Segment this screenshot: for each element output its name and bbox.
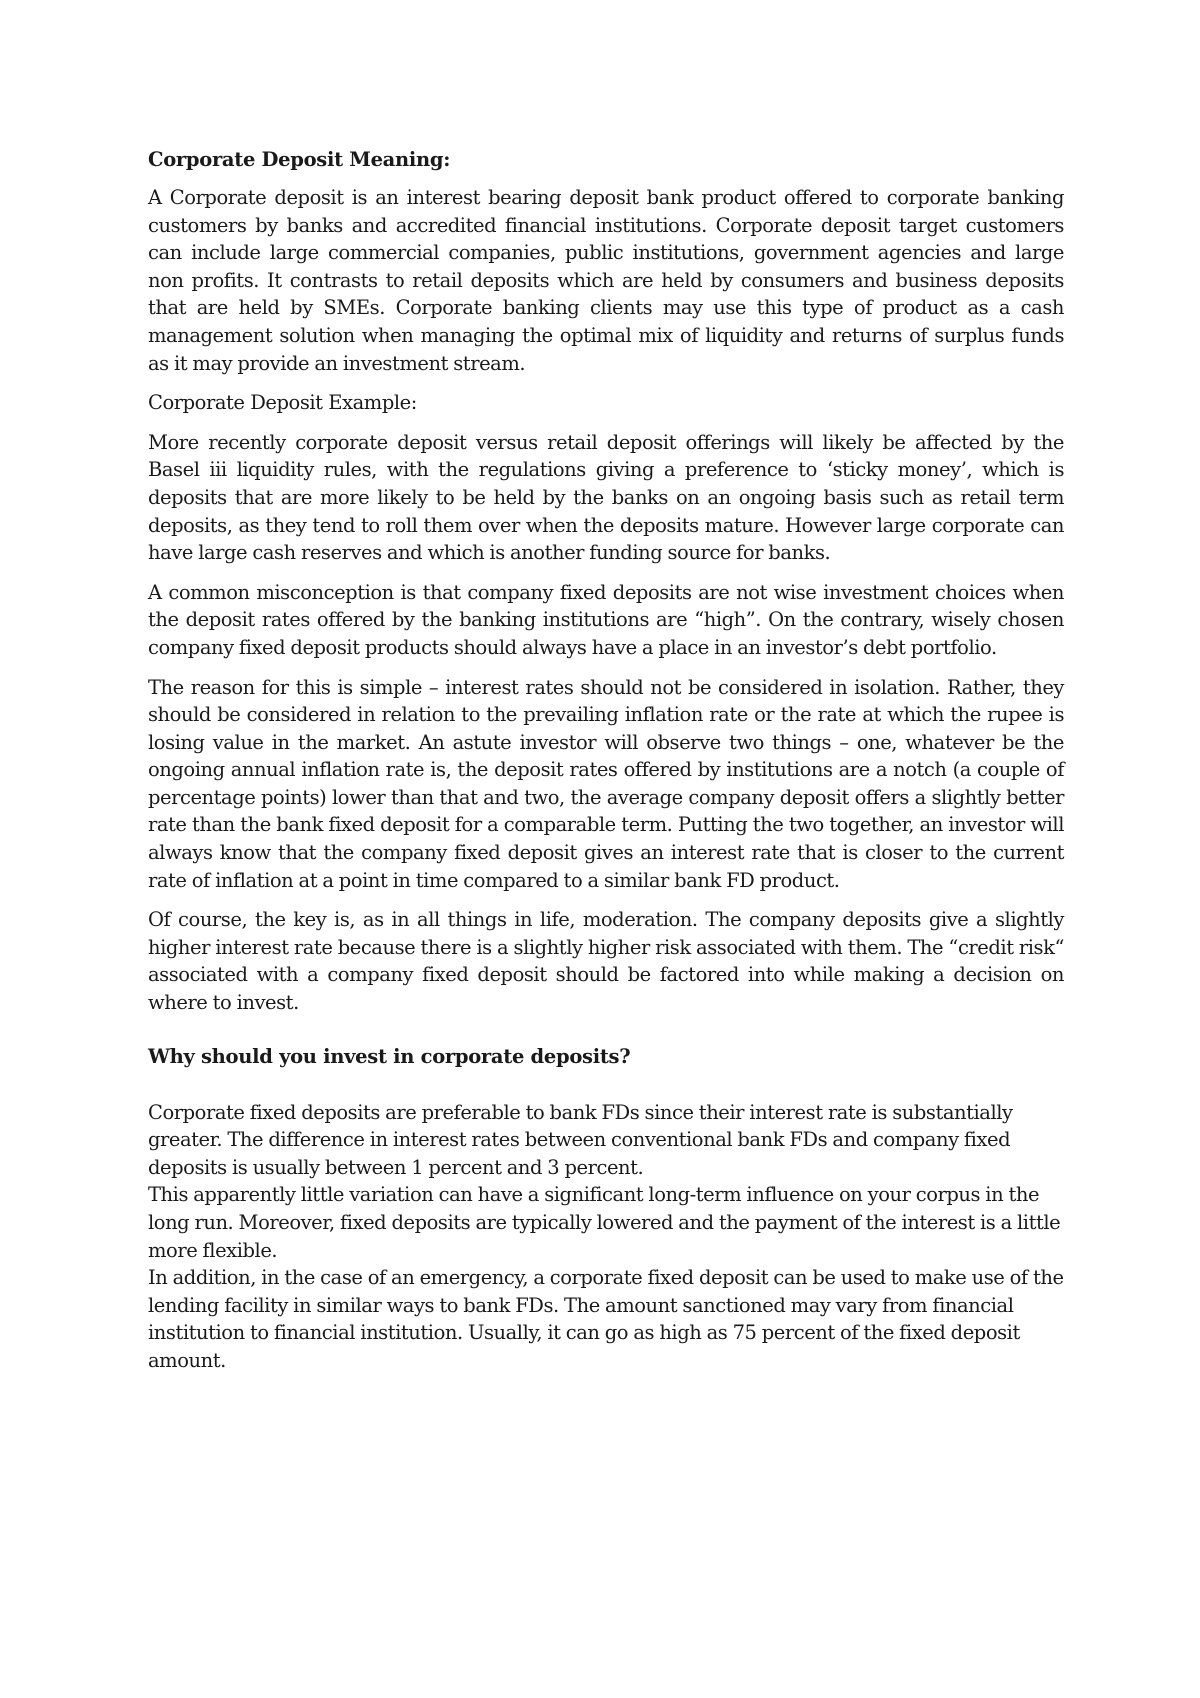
preferable-paragraph: Corporate fixed deposits are preferable to bank FDs since their interest rate is substantially greater. The difference in interest rates between conventional bank FDs and company fixed deposits is usually between 1 percent and 3 percent. xyxy=(148,1100,1013,1179)
emergency-paragraph: In addition, in the case of an emergency, a corporate fixed deposit can be used to make use of the lending facility in similar ways to bank FDs. The amount sanctioned may vary from financial institution to financial institution. Usually, it can go as high as 75 percent of the fixed deposit amount. xyxy=(148,1266,1064,1372)
variation-paragraph: This apparently little variation can have a significant long-term influence on your corpus in the long run. Moreover, fixed deposits are typically lowered and the payment of the interest is a little more flexible. xyxy=(148,1183,1061,1262)
moderation-paragraph: Of course, the key is, as in all things in life, moderation. The company deposits give a slightly higher interest rate because there is a slightly higher risk associated with them. The “credit risk“ associated with a company fixed deposit should be factored into while making a decision on where to invest. xyxy=(148,908,1064,1015)
meaning-paragraph: A Corporate deposit is an interest bearing deposit bank product offered to corporate banking customers by banks and accredited financial institutions. Corporate deposit target customers can include large commercial companies, public institutions, government agencies and large non profits. It contrasts to retail deposits which are held by consumers and business deposits that are held by SMEs. Corporate banking clients may use this type of product as a cash management solution when managing the optimal mix of liquidity and returns of surplus funds as it may provide an investment stream. xyxy=(148,186,1064,375)
example-label: Corporate Deposit Example: xyxy=(148,391,417,415)
misconception-paragraph: A common misconception is that company fixed deposits are not wise investment choices when the deposit rates offered by the banking institutions are “high”. On the contrary, wisely chosen company fixed deposit products should always have a place in an investor’s debt portfolio. xyxy=(148,580,1064,659)
section-heading-why-invest: Why should you invest in corporate deposits? xyxy=(148,1044,631,1068)
section-heading-meaning: Corporate Deposit Meaning: xyxy=(148,148,451,171)
document-body xyxy=(148,146,1064,1375)
inflation-paragraph: The reason for this is simple – interest rates should not be considered in isolation. Rather, they should be considered in relation to the prevailing inflation rate or the rate at which the rupee is losing value in the market. An astute investor will observe two things – one, whatever be the ongoing annual inflation rate is, the deposit rates offered by institutions are a notch (a couple of percentage points) lower than that and two, the average company deposit offers a slightly better rate than the bank fixed deposit for a comparable term. Putting the two together, an investor will always know that the company fixed deposit gives an interest rate that is closer to the current rate of inflation at a point in time compared to a similar bank FD product. xyxy=(148,675,1064,892)
basel-paragraph: More recently corporate deposit versus retail deposit offerings will likely be affected by the Basel iii liquidity rules, with the regulations giving a preference to ‘sticky money’, which is deposits that are more likely to be held by the banks on an ongoing basis such as retail term deposits, as they tend to roll them over when the deposits mature. However large corporate can have large cash reserves and which is another funding source for banks. xyxy=(148,430,1064,565)
